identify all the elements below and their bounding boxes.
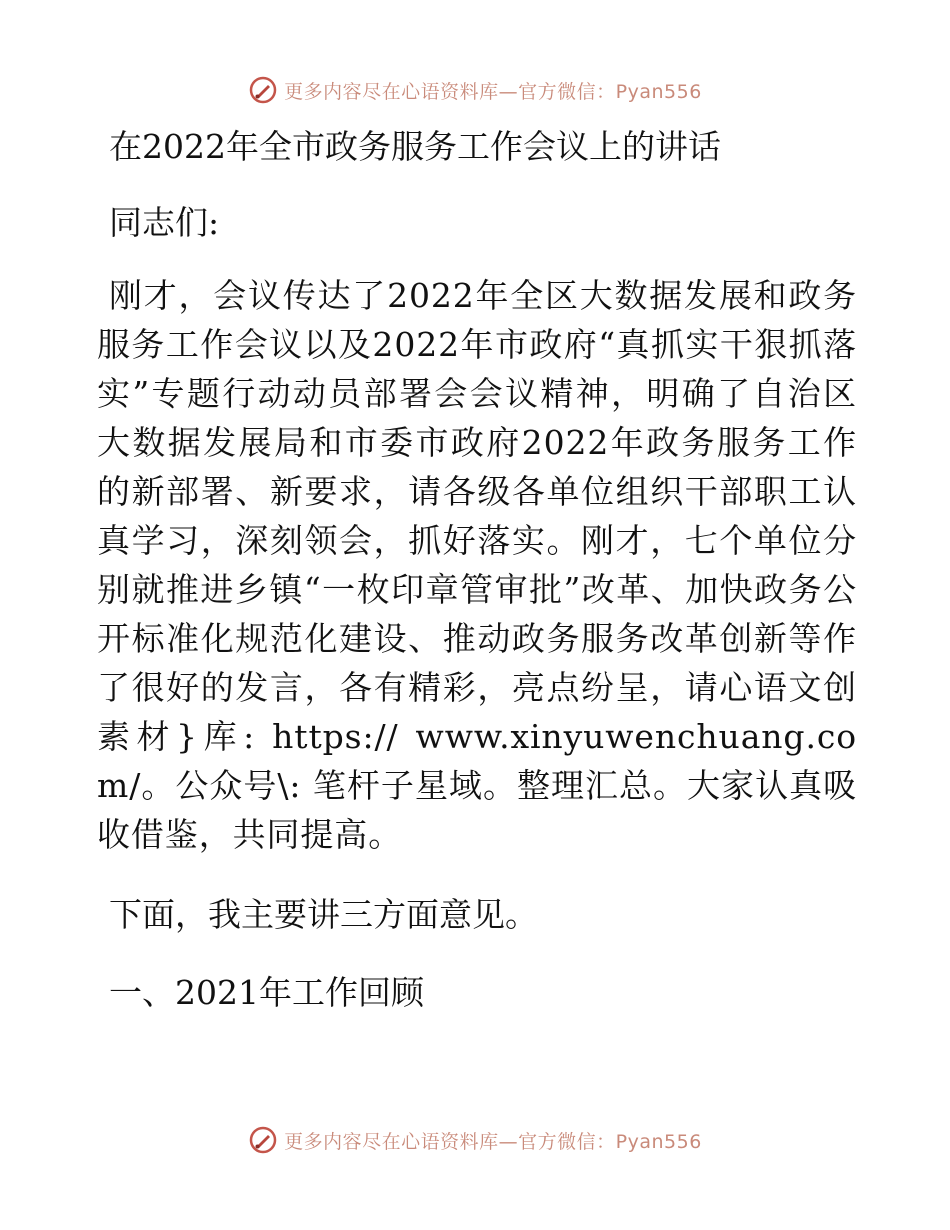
document-body xyxy=(97,125,857,1015)
watermark-banner-bottom xyxy=(0,1120,950,1160)
document-title: 在2022年全市政务服务工作会议上的讲话 xyxy=(109,127,721,166)
watermark-banner-top xyxy=(0,70,950,110)
watermark-text-top: 更多内容尽在心语资料库—官方微信：Pyan556 xyxy=(284,80,702,103)
watermark-text-bottom: 更多内容尽在心语资料库—官方微信：Pyan556 xyxy=(284,1130,702,1153)
pen-badge-icon xyxy=(248,75,278,105)
pen-badge-icon xyxy=(248,1125,278,1155)
intro-line: 下面，我主要讲三方面意见。 xyxy=(109,895,538,934)
body-paragraph: 刚才，会议传达了2022年全区大数据发展和政务服务工作会议以及2022年市政府“真抓实干狠抓落实”专题行动动员部署会会议精神，明确了自治区大数据发展局和市委市政府2022年政务服务工作的新部署、新要求，请各级各单位组织干部职工认真学习，深刻领会，抓好落实。刚才，七个单位分别就推进乡镇“一枚印章管审批”改革、加快政务公开标准化规范化建设、推动政务服务改革创新等作了很好的发言，各有精彩，亮点纷呈，请心语文创素材}库: https:// www.xinyuwenchuang.com/。公众号\: 笔杆子星域。整理汇总。大家认真吸收借鉴，共同提高。 xyxy=(97,276,857,854)
salutation: 同志们: xyxy=(109,203,220,242)
section-heading: 一、2021年工作回顾 xyxy=(109,973,424,1012)
